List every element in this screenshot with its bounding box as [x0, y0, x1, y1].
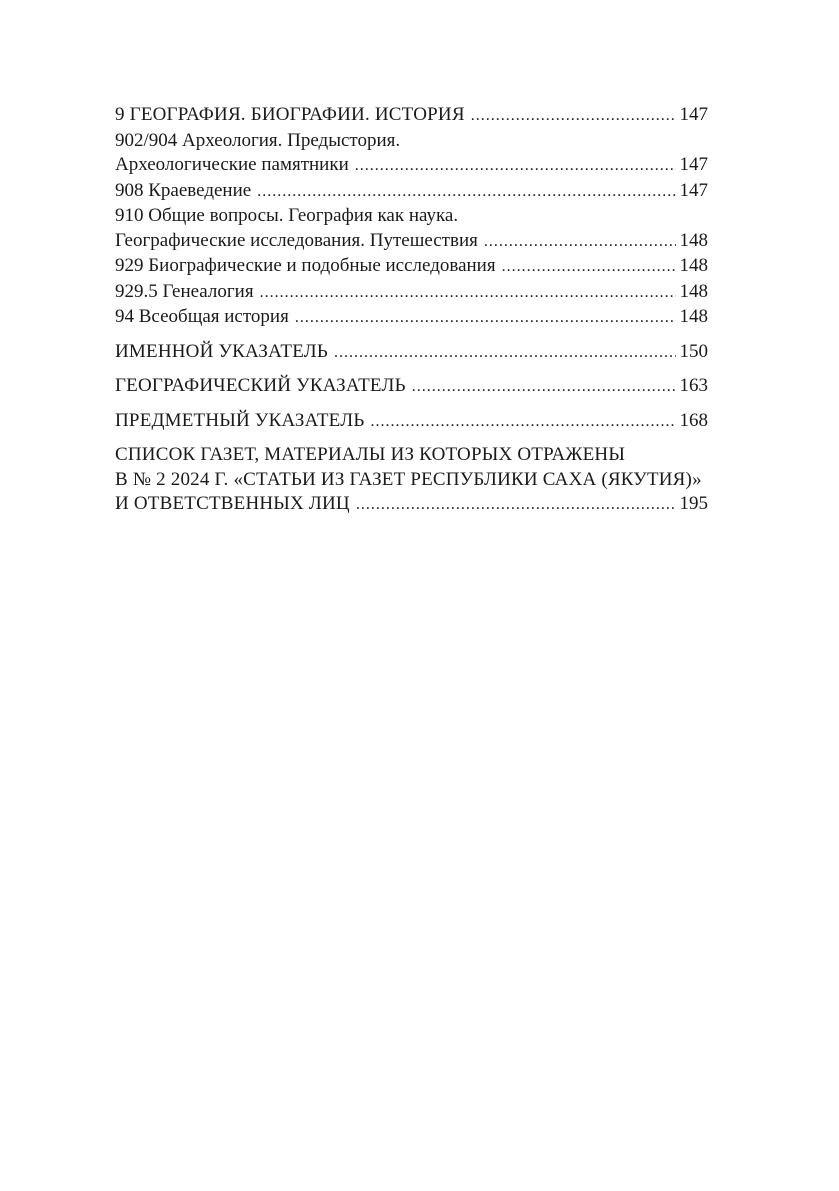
toc-entry-archaeology [115, 129, 708, 179]
toc-line [115, 153, 708, 179]
dot-leader [260, 281, 676, 306]
toc-page-number: 148 [679, 229, 708, 251]
toc-page-number: 147 [679, 104, 708, 125]
toc-line [115, 492, 708, 518]
toc-entry-local-history [115, 179, 708, 205]
toc-entry-genealogy [115, 280, 708, 306]
toc-line [115, 179, 708, 205]
dot-leader [356, 493, 676, 518]
toc-entry-newspaper-list [115, 443, 708, 518]
toc-line [115, 409, 708, 435]
toc-entry-general-geography [115, 204, 708, 254]
toc-line [115, 204, 708, 229]
toc-page-number: 150 [679, 340, 708, 362]
toc-entry-title: 94 Всеобщая история [115, 306, 289, 327]
toc-line [115, 340, 708, 366]
toc-line [115, 229, 708, 255]
toc-page-number: 147 [679, 179, 708, 201]
table-of-contents [115, 103, 708, 518]
toc-line [115, 254, 708, 280]
toc-entry-title: 910 Общие вопросы. География как наука. [115, 205, 459, 226]
toc-entry-geography-biography-history [115, 103, 708, 129]
toc-page-number: 195 [679, 493, 708, 514]
toc-line [115, 103, 708, 129]
toc-entry-title: 929 Биографические и подобные исследования [115, 255, 496, 276]
dot-leader [257, 180, 675, 205]
toc-line [115, 280, 708, 306]
toc-line [115, 129, 708, 154]
toc-entry-title-continued: И ОТВЕТСТВЕННЫХ ЛИЦ [115, 493, 350, 514]
toc-line [115, 468, 708, 493]
toc-entry-title: ИМЕННОЙ УКАЗАТЕЛЬ [115, 340, 328, 362]
toc-entry-subject-index [115, 409, 708, 435]
toc-page-number: 163 [679, 375, 708, 396]
dot-leader [355, 154, 676, 179]
toc-entry-title: ПРЕДМЕТНЫЙ УКАЗАТЕЛЬ [115, 409, 365, 431]
toc-entry-world-history [115, 305, 708, 331]
toc-page-number: 148 [679, 255, 708, 276]
toc-line [115, 374, 708, 400]
dot-leader [502, 255, 676, 280]
dot-leader [370, 410, 675, 435]
toc-entry-title: 929.5 Генеалогия [115, 280, 254, 302]
toc-page-number: 168 [679, 409, 708, 431]
toc-page-number: 148 [679, 306, 708, 327]
toc-entry-geographic-index [115, 374, 708, 400]
toc-entry-title: СПИСОК ГАЗЕТ, МАТЕРИАЛЫ ИЗ КОТОРЫХ ОТРАЖЕНЫ [115, 444, 626, 465]
toc-entry-title: 902/904 Археология. Предыстория. [115, 129, 401, 151]
toc-entry-name-index [115, 340, 708, 366]
toc-entry-title-continued: Археологические памятники [115, 154, 349, 175]
toc-entry-title-continued: В № 2 2024 Г. «СТАТЬИ ИЗ ГАЗЕТ РЕСПУБЛИКИ САХА (ЯКУТИЯ)» [115, 468, 702, 490]
dot-leader [471, 104, 676, 129]
toc-entry-biographical-studies [115, 254, 708, 280]
toc-entry-title: 908 Краеведение [115, 179, 252, 201]
toc-entry-title-continued: Географические исследования. Путешествия [115, 229, 478, 251]
toc-page-number: 147 [679, 154, 708, 175]
toc-line [115, 443, 708, 468]
dot-leader [484, 230, 676, 255]
toc-page-number: 148 [679, 280, 708, 302]
dot-leader [295, 306, 676, 331]
dot-leader [334, 341, 676, 366]
toc-entry-title: ГЕОГРАФИЧЕСКИЙ УКАЗАТЕЛЬ [115, 375, 406, 396]
toc-line [115, 305, 708, 331]
toc-entry-title: 9 ГЕОГРАФИЯ. БИОГРАФИИ. ИСТОРИЯ [115, 104, 465, 125]
dot-leader [412, 375, 676, 400]
